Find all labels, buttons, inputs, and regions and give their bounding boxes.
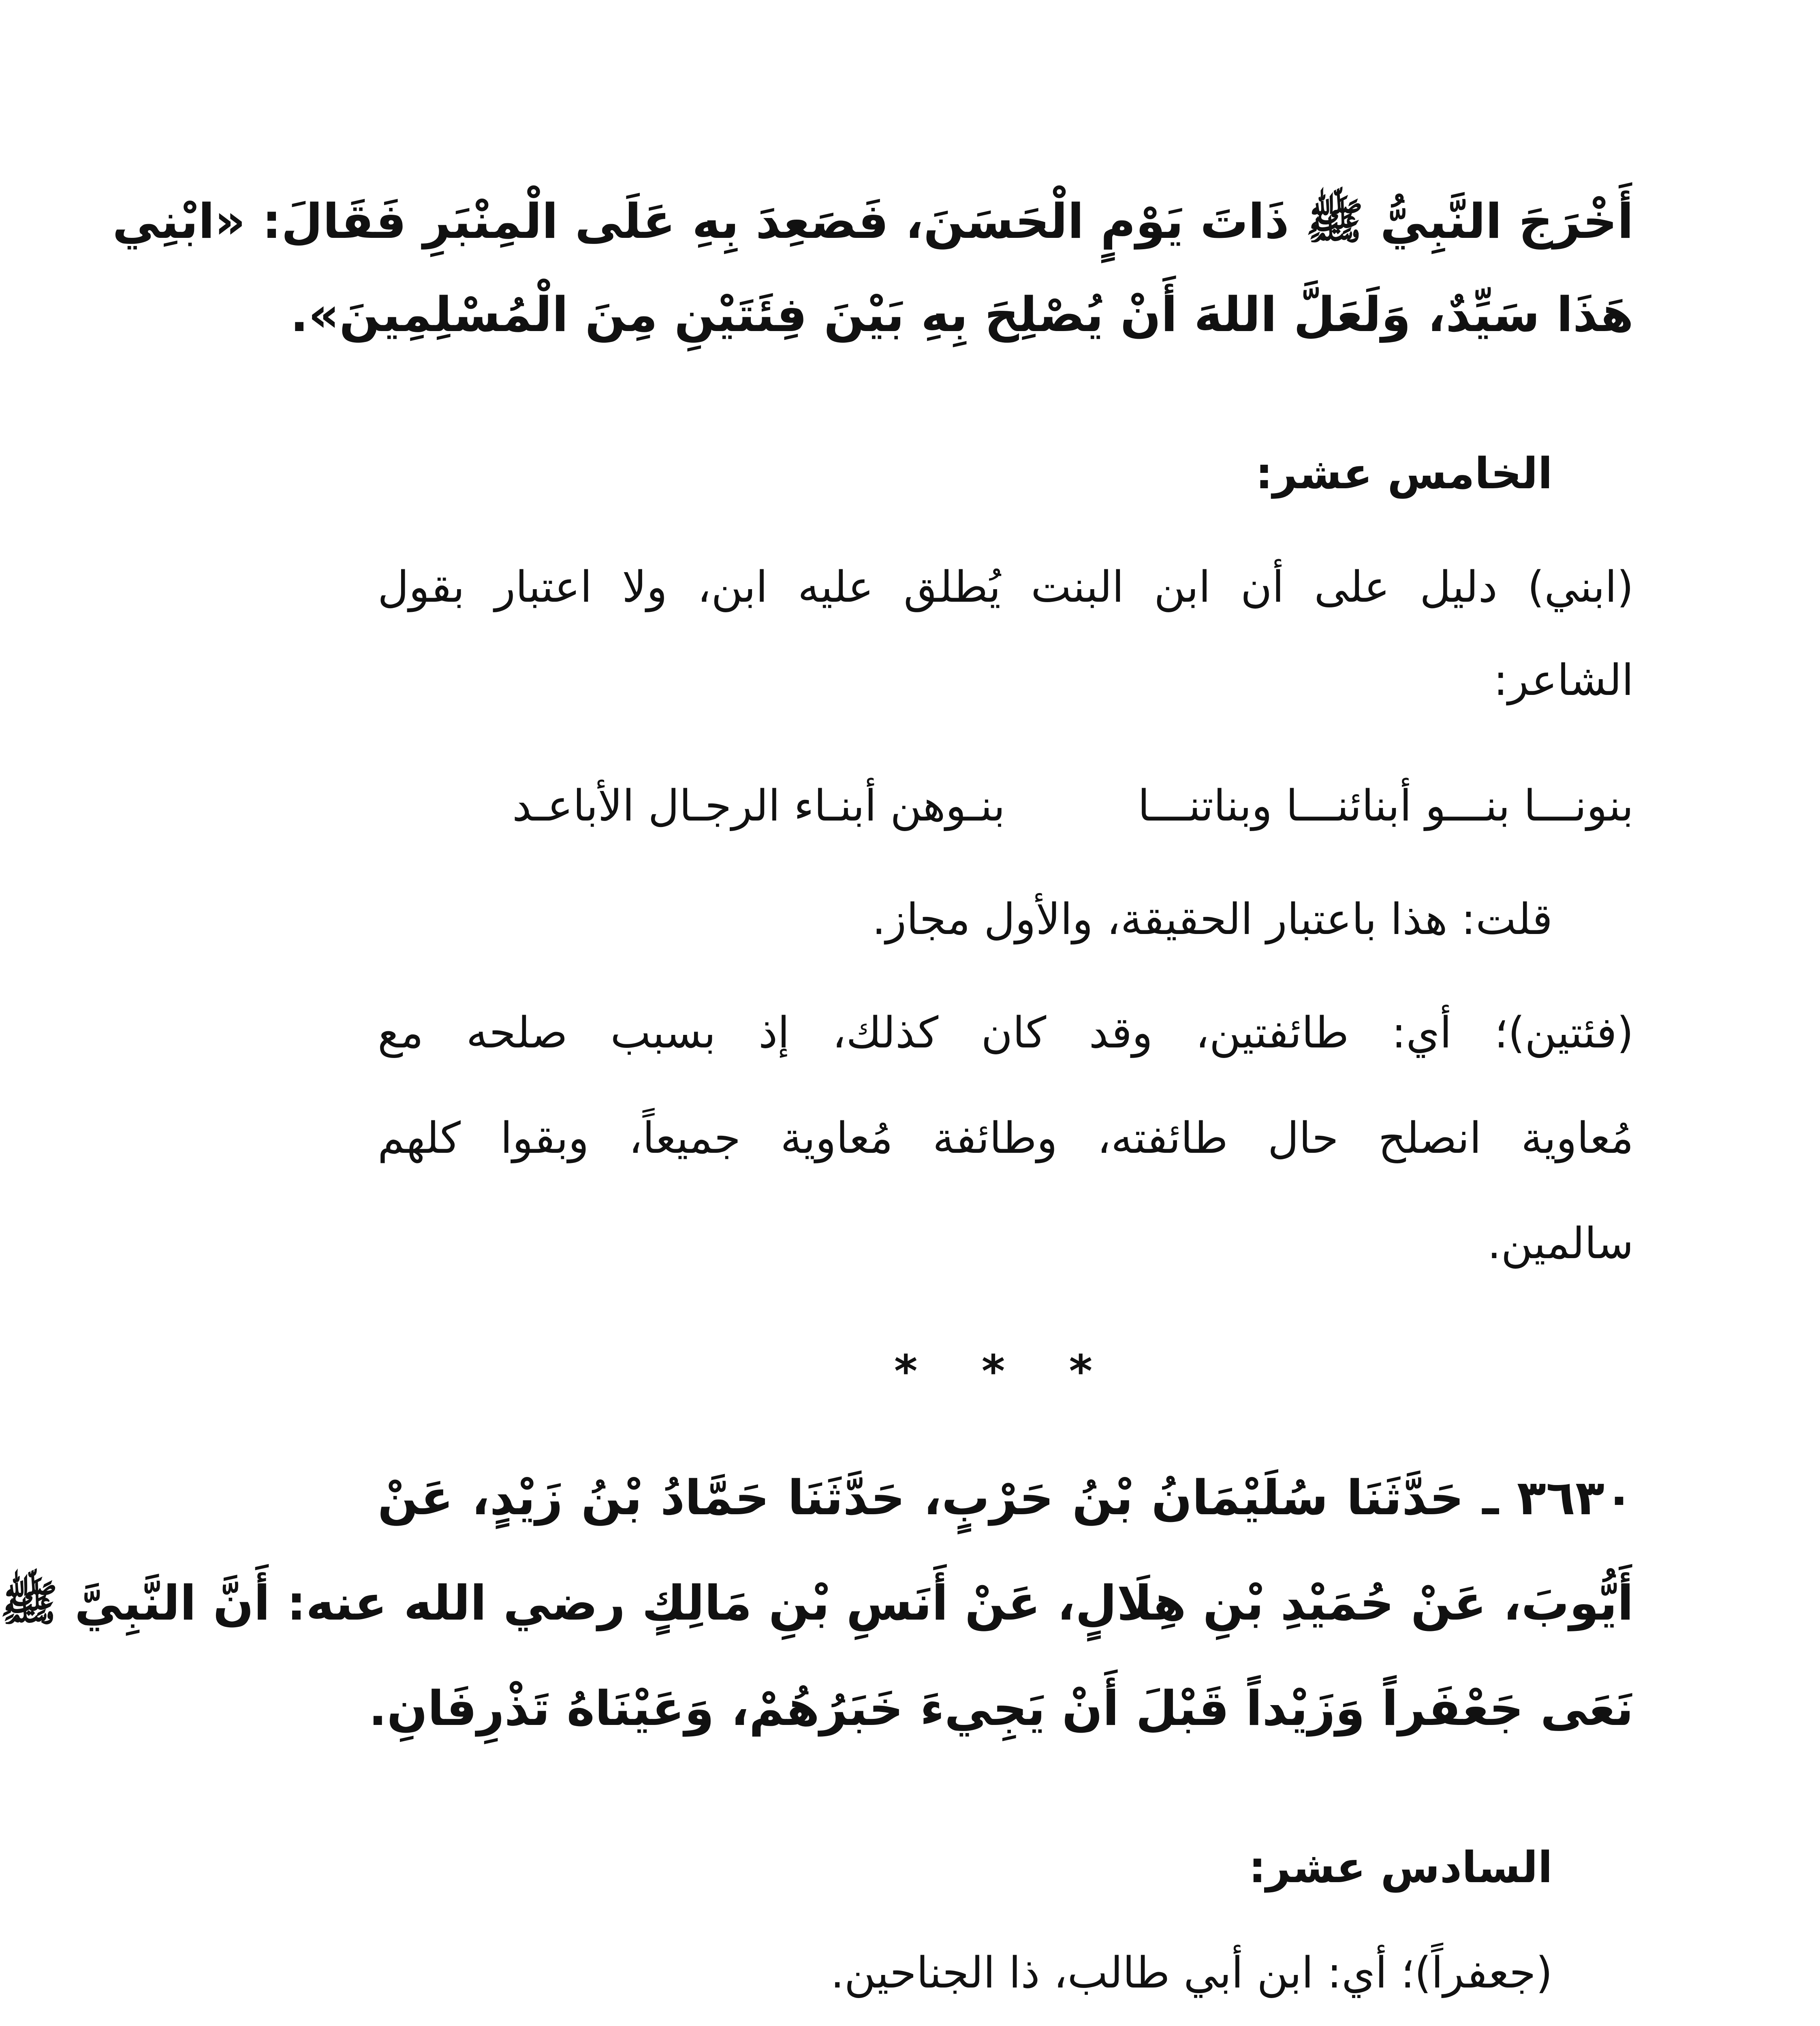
section-15-paragraph-1-line-1: (ابني) دليل على أن ابن البنت يُطلق عليه ابن، ولا اعتبار بقول xyxy=(378,562,1634,612)
section-15-paragraph-3-line-2: مُعاوية انصلح حال طائفته، وطائفة مُعاوية جميعاً، وبقوا كلهم xyxy=(378,1113,1634,1163)
section-16-paragraph-1: (جعفراً)؛ أي: ابن أبي طالب، ذا الجناحين. xyxy=(830,1948,1553,1998)
section-15-paragraph-3-line-3: سالمين. xyxy=(1487,1218,1634,1268)
poem-verse-first-hemistich: بنونـــا بنـــو أبنائنـــا وبناتنـــا xyxy=(1138,781,1634,831)
poem-verse-second-hemistich: بنـوهن أبنـاء الرجـال الأباعـد xyxy=(512,781,1005,831)
hadith-prev-line-1: أَخْرَجَ النَّبِيُّ ﷺ ذَاتَ يَوْمٍ الْحَسَنَ، فَصَعِدَ بِهِ عَلَى الْمِنْبَرِ فَقَالَ: «ابْنِي xyxy=(112,193,1634,249)
hadith-3630-line-3: نَعَى جَعْفَراً وَزَيْداً قَبْلَ أَنْ يَجِيءَ خَبَرُهُمْ، وَعَيْنَاهُ تَذْرِفَانِ. xyxy=(368,1680,1634,1736)
section-16-heading: السادس عشر: xyxy=(1249,1842,1553,1892)
section-15-heading: الخامس عشر: xyxy=(1255,449,1553,498)
hadith-3630-line-1: ٣٦٣٠ ـ حَدَّثَنَا سُلَيْمَانُ بْنُ حَرْبٍ، حَدَّثَنَا حَمَّادُ بْنُ زَيْدٍ، عَنْ xyxy=(378,1470,1634,1526)
hadith-3630-line-2: أَيُّوبَ، عَنْ حُمَيْدِ بْنِ هِلَالٍ، عَنْ أَنَسِ بْنِ مَالِكٍ رضي الله عنه: أَنَّ النَّبِيَّ ﷺ xyxy=(0,1575,1634,1631)
section-15-paragraph-2: قلت: هذا باعتبار الحقيقة، والأول مجاز. xyxy=(872,894,1553,944)
hadith-prev-line-2: هَذَا سَيِّدٌ، وَلَعَلَّ اللهَ أَنْ يُصْلِحَ بِهِ بَيْنَ فِئَتَيْنِ مِنَ الْمُسْلِمِينَ». xyxy=(290,286,1634,342)
section-15-paragraph-3-line-1: (فئتين)؛ أي: طائفتين، وقد كان كذلك، إذ بسبب صلحه مع xyxy=(378,1008,1634,1058)
section-15-paragraph-1-line-2: الشاعر: xyxy=(1493,655,1634,705)
section-separator: * * * xyxy=(894,1345,1117,1397)
